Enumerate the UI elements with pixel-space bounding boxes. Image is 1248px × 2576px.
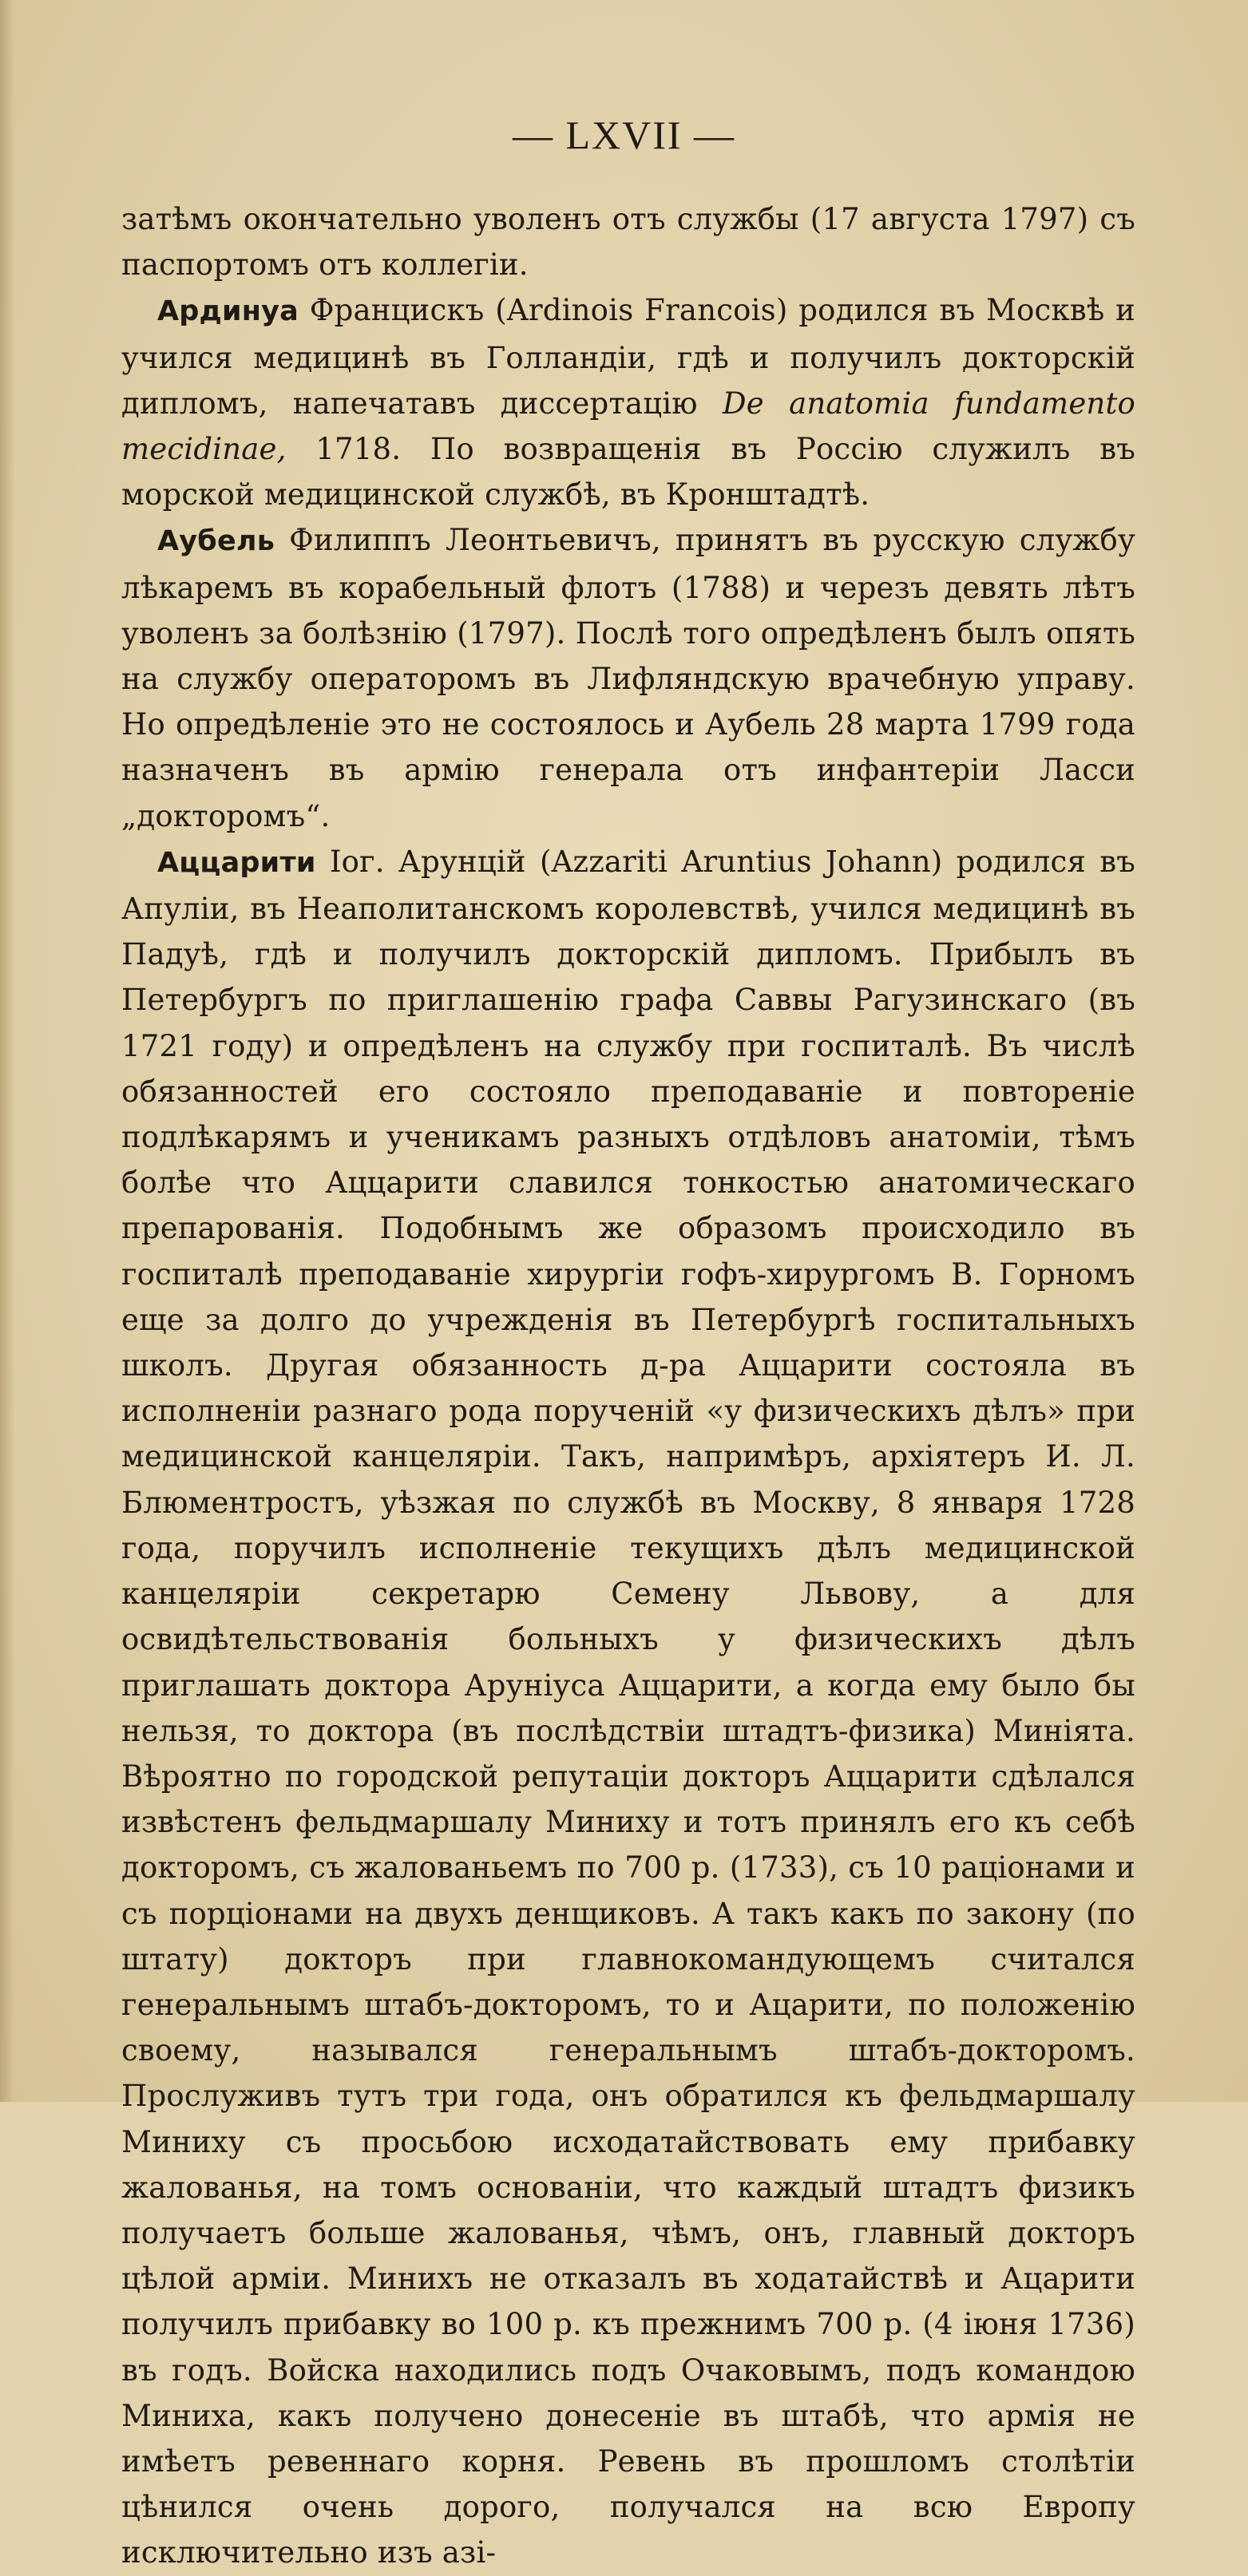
entry-ardinois [121,287,1135,517]
paragraph-continuation [121,196,1135,287]
dissertation-title: De anatomia fundamento mecidinae, [121,386,1135,467]
entry-text: 1718. По возвращенія въ Россію служилъ въ морской медицинской службѣ, въ Кронштадтѣ. [121,432,1135,512]
entry-name: Аццарити [157,846,316,879]
body-text [121,196,1135,2576]
entry-azzariti [121,839,1135,2576]
entry-name: Аубель [157,525,275,558]
entry-text: Іог. Арунцій (Azzariti Aruntius Johann) родился въ Апуліи, въ Неаполитанскомъ королевствѣ, учился медицинѣ въ Падуѣ, гдѣ и получилъ докторскій дипломъ. Прибылъ въ Петербургъ по приглашенію графа Саввы Рагузинскаго (въ 1721 году) и опредѣленъ на службу при госпиталѣ. Въ числѣ обязанностей его состояло преподаваніе и повтореніе подлѣкарямъ и ученикамъ разныхъ отдѣловъ анатоміи, тѣмъ болѣе что Аццарити славился тонкостью анатомическаго препарованія. Подобнымъ же образомъ происходило въ госпиталѣ преподаваніе хирургіи гофъ-хирургомъ В. Горномъ еще за долго до учрежденія въ Петербургѣ госпитальныхъ школъ. Другая обязанность д-ра Аццарити состояла въ исполненіи разнаго рода порученій «у физическихъ дѣлъ» при медицинской канцеляріи. Такъ, напримѣръ, архіятеръ И. Л. Блюментростъ, уѣзжая по службѣ въ Москву, 8 января 1728 года, поручилъ исполненіе текущихъ дѣлъ медицинской канцеляріи секретарю Семену Львову, а для освидѣтельствованія больныхъ у физическихъ дѣлъ приглашать доктора Аруніуса Аццарити, а когда ему было бы нельзя, то доктора (въ послѣдствіи штадтъ-физика) Миніята. Вѣроятно по городской репутаціи докторъ Аццарити сдѣлался извѣстенъ фельдмаршалу Миниху и тотъ принялъ его къ себѣ докторомъ, съ жалованьемъ по 700 р. (1733), съ 10 раціонами и съ порціонами на двухъ денщиковъ. А такъ какъ по закону (по штату) докторъ при главнокомандующемъ считался генеральнымъ штабъ-докторомъ, то и Ацарити, по положенію своему, назывался генеральнымъ штабъ-докторомъ. Прослуживъ тутъ три года, онъ обратился къ фельдмаршалу Миниху съ просьбою исходатайствовать ему прибавку жалованья, на томъ основаніи, что каждый штадтъ физикъ получаетъ больше жалованья, чѣмъ, онъ, главный докторъ цѣлой арміи. Минихъ не отказалъ въ ходатайствѣ и Ацарити получилъ прибавку во 100 р. къ прежнимъ 700 р. (4 іюня 1736) въ годъ. Войска находились подъ Очаковымъ, подъ командою Миниха, какъ получено донесеніе въ штабѣ, что армія не имѣетъ ревеннаго корня. Ревень въ прошломъ столѣтіи цѣнился очень дорого, получался на всю Европу исключительно изъ азі- [121,844,1135,2570]
entry-name: Ардинуа [157,295,299,328]
entry-text: Филиппъ Леонтьевичъ, принятъ въ русскую службу лѣкаремъ въ корабельный флотъ (1788) и черезъ девять лѣтъ уволенъ за болѣзнію (1797). Послѣ того опредѣленъ былъ опять на службу операторомъ въ Лифляндскую врачебную управу. Но опредѣленіе это не состоялось и Аубель 28 марта 1799 года назначенъ въ армію генерала отъ инфантеріи Ласси „докторомъ“. [121,523,1135,833]
page-edge-shadow [0,0,14,2102]
page-number: — LXVII — [512,113,736,157]
paragraph-text: затѣмъ окончательно уволенъ отъ службы (17 августа 1797) съ паспортомъ отъ коллегіи. [121,202,1135,283]
entry-text: Францискъ (Ardinois Francois) родился въ Москвѣ и учился медицинѣ въ Голландіи, гдѣ и получилъ докторскій дипломъ, напечатавъ диссертацію [121,293,1135,421]
entry-aubel [121,517,1135,838]
